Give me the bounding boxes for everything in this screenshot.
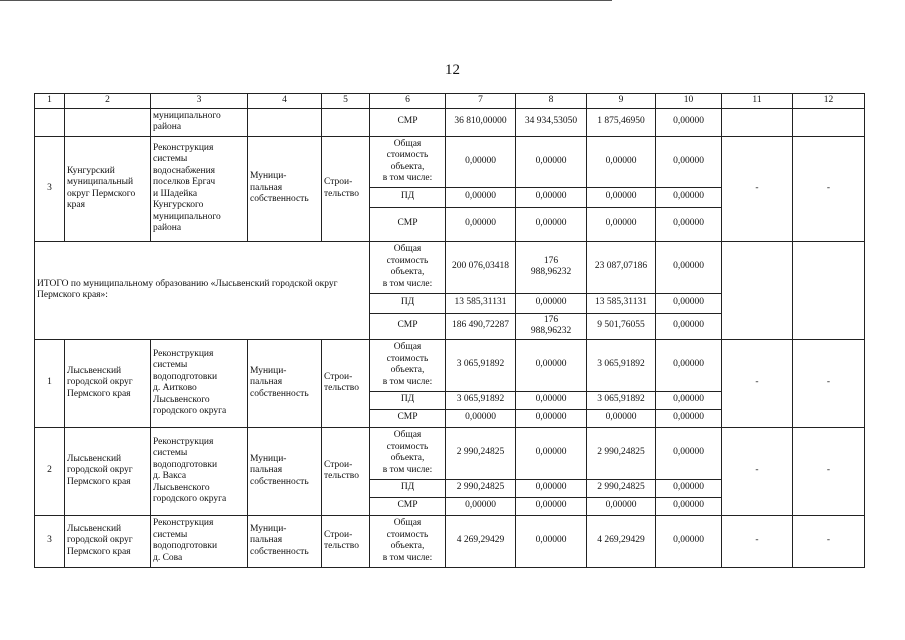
- table-row: [35, 241, 865, 293]
- cell-value: 0,00000: [587, 187, 656, 207]
- cell-value: 0,00000: [446, 207, 516, 241]
- object-name: Реконструкция системы водоснабжения поселков Ергач и Шадейка Кунгурского муниципального района: [151, 136, 248, 241]
- cell-value: 0,00000: [656, 207, 722, 241]
- ownership: Муници- пальная собственность: [248, 515, 322, 567]
- cell-value: 0,00000: [656, 136, 722, 187]
- municipality: Лысьвенский городской округ Пермского края: [65, 515, 151, 567]
- scan-edge-line: [0, 0, 612, 1]
- cell-value: 2 990,24825: [587, 427, 656, 479]
- cell-value: 0,00000: [516, 515, 587, 567]
- dash: -: [793, 339, 865, 427]
- ownership: Муници- пальная собственность: [248, 136, 322, 241]
- cell-value: 0,00000: [516, 187, 587, 207]
- object-name: Реконструкция системы водоподготовки д. Аитково Лысьвенского городского округа: [151, 339, 248, 427]
- row-number: 3: [35, 136, 65, 241]
- cell-value: 200 076,03418: [446, 241, 516, 293]
- page-number: 12: [445, 62, 460, 78]
- municipality: Лысьвенский городской округ Пермского края: [65, 427, 151, 515]
- object-name: Реконструкция системы водоподготовки д. Вакса Лысьвенского городского округа: [151, 427, 248, 515]
- pd-label: ПД: [370, 187, 446, 207]
- ownership: Муници- пальная собственность: [248, 427, 322, 515]
- cell-value: 9 501,76055: [587, 313, 656, 339]
- total-label: Общая стоимость объекта, в том числе:: [370, 136, 446, 187]
- col-header: 7: [446, 94, 516, 109]
- cell-value: 0,00000: [587, 207, 656, 241]
- total-label: Общая стоимость объекта, в том числе:: [370, 339, 446, 391]
- cell-value: 0,00000: [656, 293, 722, 313]
- dash: -: [722, 427, 793, 515]
- col-header: 6: [370, 94, 446, 109]
- cell-value: 0,00000: [516, 207, 587, 241]
- cell-value: 0,00000: [516, 497, 587, 515]
- cell-value: 3 065,91892: [446, 339, 516, 391]
- col-header: 12: [793, 94, 865, 109]
- cell-value: 0,00000: [516, 293, 587, 313]
- cell-value: 0,00000: [656, 313, 722, 339]
- smr-label: СМР: [370, 207, 446, 241]
- cell-value: 176 988,96232: [516, 313, 587, 339]
- cell-value: 0,00000: [446, 409, 516, 427]
- col-header: 2: [65, 94, 151, 109]
- smr-label: СМР: [370, 108, 446, 136]
- cell-value: 13 585,31131: [587, 293, 656, 313]
- pd-label: ПД: [370, 391, 446, 409]
- col-header: 1: [35, 94, 65, 109]
- total-label: Общая стоимость объекта, в том числе:: [370, 427, 446, 479]
- cell-value: 2 990,24825: [446, 479, 516, 497]
- cell-value: 186 490,72287: [446, 313, 516, 339]
- work-type: Строи- тельство: [322, 515, 370, 567]
- table-row: [35, 515, 865, 567]
- pd-label: ПД: [370, 479, 446, 497]
- cell-value: 0,00000: [656, 187, 722, 207]
- cell-value: 0,00000: [446, 136, 516, 187]
- cell-value: 176 988,96232: [516, 241, 587, 293]
- row-number: 1: [35, 339, 65, 427]
- table-row: [35, 136, 865, 187]
- smr-label: СМР: [370, 497, 446, 515]
- cell-value: 0,00000: [656, 497, 722, 515]
- cell-value: 0,00000: [516, 339, 587, 391]
- cell-value: 2 990,24825: [446, 427, 516, 479]
- smr-label: СМР: [370, 409, 446, 427]
- cell-value: 0,00000: [516, 479, 587, 497]
- cell-value: 2 990,24825: [587, 479, 656, 497]
- work-type: Строи- тельство: [322, 339, 370, 427]
- cell-value: 1 875,46950: [587, 108, 656, 136]
- municipality: Лысьвенский городской округ Пермского края: [65, 339, 151, 427]
- object-name: муниципального района: [151, 108, 248, 136]
- row-number: 3: [35, 515, 65, 567]
- cell-value: 0,00000: [587, 409, 656, 427]
- work-type: Строи- тельство: [322, 427, 370, 515]
- total-label: Общая стоимость объекта, в том числе:: [370, 515, 446, 567]
- cell-value: 0,00000: [656, 515, 722, 567]
- cell-value: 4 269,29429: [446, 515, 516, 567]
- cell-value: 0,00000: [516, 427, 587, 479]
- cell-value: 0,00000: [656, 339, 722, 391]
- cell-value: 23 087,07186: [587, 241, 656, 293]
- cell-value: 0,00000: [656, 391, 722, 409]
- cell-value: 0,00000: [446, 187, 516, 207]
- dash: -: [793, 136, 865, 241]
- dash: -: [722, 515, 793, 567]
- dash: -: [793, 427, 865, 515]
- budget-table: [34, 93, 865, 568]
- cell-value: 0,00000: [656, 427, 722, 479]
- col-header: 4: [248, 94, 322, 109]
- total-label: Общая стоимость объекта, в том числе:: [370, 241, 446, 293]
- row-number: 2: [35, 427, 65, 515]
- cell-value: 3 065,91892: [587, 339, 656, 391]
- dash: -: [793, 515, 865, 567]
- cell-value: 0,00000: [516, 136, 587, 187]
- cell-value: 36 810,00000: [446, 108, 516, 136]
- col-header: 5: [322, 94, 370, 109]
- municipality: Кунгурский муниципальный округ Пермского края: [65, 136, 151, 241]
- cell-value: 0,00000: [656, 108, 722, 136]
- work-type: Строи- тельство: [322, 136, 370, 241]
- cell-value: 0,00000: [446, 497, 516, 515]
- table-row: [35, 427, 865, 479]
- cell-value: 0,00000: [516, 409, 587, 427]
- cell-value: 0,00000: [587, 497, 656, 515]
- smr-label: СМР: [370, 313, 446, 339]
- cell-value: 4 269,29429: [587, 515, 656, 567]
- col-header: 10: [656, 94, 722, 109]
- column-number-row: [35, 94, 865, 109]
- dash: -: [722, 339, 793, 427]
- col-header: 11: [722, 94, 793, 109]
- pd-label: ПД: [370, 293, 446, 313]
- cell-value: 0,00000: [656, 479, 722, 497]
- cell-value: 0,00000: [516, 391, 587, 409]
- table-row: [35, 108, 865, 136]
- cell-value: 0,00000: [656, 241, 722, 293]
- cell-value: 34 934,53050: [516, 108, 587, 136]
- cell-value: 0,00000: [587, 136, 656, 187]
- cell-value: 3 065,91892: [587, 391, 656, 409]
- total-summary-label: ИТОГО по муниципальному образованию «Лысьвенский городской округ Пермского края»:: [35, 241, 370, 339]
- ownership: Муници- пальная собственность: [248, 339, 322, 427]
- cell-value: 0,00000: [656, 409, 722, 427]
- table-row: [35, 339, 865, 391]
- dash: -: [722, 136, 793, 241]
- object-name: Реконструкция системы водоподготовки д. Сова: [151, 515, 248, 567]
- col-header: 8: [516, 94, 587, 109]
- cell-value: 3 065,91892: [446, 391, 516, 409]
- cell-value: 13 585,31131: [446, 293, 516, 313]
- col-header: 3: [151, 94, 248, 109]
- col-header: 9: [587, 94, 656, 109]
